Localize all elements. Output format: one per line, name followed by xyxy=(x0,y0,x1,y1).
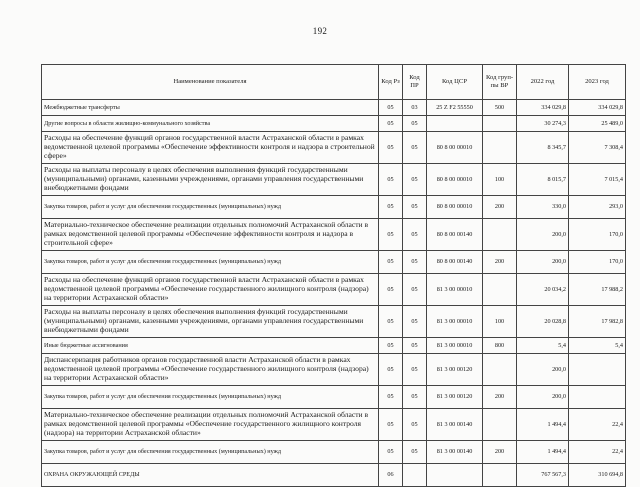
row-vr xyxy=(483,116,517,132)
table-row xyxy=(42,306,626,338)
row-vr xyxy=(483,274,517,306)
row-rz: 05 xyxy=(379,338,403,354)
row-vr: 200 xyxy=(483,441,517,464)
row-2023: 7 308,4 xyxy=(569,132,626,164)
row-2023: 7 015,4 xyxy=(569,164,626,196)
row-2023: 310 694,8 xyxy=(569,464,626,487)
row-2022: 5,4 xyxy=(517,338,569,354)
row-vr xyxy=(483,132,517,164)
row-csr: 81 3 00 00120 xyxy=(427,386,483,409)
row-csr: 81 3 00 00140 xyxy=(427,409,483,441)
row-pr: 03 xyxy=(403,100,427,116)
row-name: Расходы на обеспечение функций органов государственной власти Астраханской области в рамках ведомственной целевой программы «Обеспечение государственного жилищного контроля (надзора) на территории Астраханской области» xyxy=(42,274,379,306)
row-2022: 20 028,8 xyxy=(517,306,569,338)
row-name: Другие вопросы в области жилищно-коммунального хозяйства xyxy=(42,116,379,132)
row-name: Закупка товаров, работ и услуг для обеспечения государственных (муниципальных) нужд xyxy=(42,251,379,274)
row-2022: 200,0 xyxy=(517,386,569,409)
row-csr: 80 8 00 00140 xyxy=(427,251,483,274)
row-rz: 06 xyxy=(379,464,403,487)
row-vr: 800 xyxy=(483,338,517,354)
row-rz: 05 xyxy=(379,409,403,441)
row-2023: 334 029,8 xyxy=(569,100,626,116)
row-2023: 17 982,8 xyxy=(569,306,626,338)
row-rz: 05 xyxy=(379,386,403,409)
table-row xyxy=(42,354,626,386)
row-csr: 81 3 00 00010 xyxy=(427,306,483,338)
row-csr: 80 8 00 00010 xyxy=(427,132,483,164)
row-2023: 170,0 xyxy=(569,219,626,251)
table-row xyxy=(42,338,626,354)
table-row xyxy=(42,441,626,464)
table-row xyxy=(42,100,626,116)
row-2022: 1 494,4 xyxy=(517,409,569,441)
row-vr xyxy=(483,409,517,441)
table-row xyxy=(42,386,626,409)
row-name: Закупка товаров, работ и услуг для обеспечения государственных (муниципальных) нужд xyxy=(42,196,379,219)
row-2022: 767 567,3 xyxy=(517,464,569,487)
row-2022: 200,0 xyxy=(517,354,569,386)
row-name: Закупка товаров, работ и услуг для обеспечения государственных (муниципальных) нужд xyxy=(42,441,379,464)
row-csr: 81 3 00 00140 xyxy=(427,441,483,464)
row-2022: 200,0 xyxy=(517,219,569,251)
row-2022: 8 015,7 xyxy=(517,164,569,196)
table-header xyxy=(42,65,626,100)
row-vr xyxy=(483,219,517,251)
row-vr xyxy=(483,464,517,487)
row-pr: 05 xyxy=(403,219,427,251)
row-csr: 80 8 00 00010 xyxy=(427,196,483,219)
row-csr: 81 3 00 00120 xyxy=(427,354,483,386)
row-csr xyxy=(427,464,483,487)
row-vr xyxy=(483,354,517,386)
row-csr: 25 Z F2 55550 xyxy=(427,100,483,116)
header-csr: Код ЦСР xyxy=(427,65,483,100)
row-pr: 05 xyxy=(403,132,427,164)
table-row xyxy=(42,409,626,441)
row-name: Межбюджетные трансферты xyxy=(42,100,379,116)
row-csr: 81 3 00 00010 xyxy=(427,274,483,306)
row-rz: 05 xyxy=(379,441,403,464)
row-vr: 100 xyxy=(483,164,517,196)
row-rz: 05 xyxy=(379,132,403,164)
row-2023: 22,4 xyxy=(569,441,626,464)
row-2022: 8 345,7 xyxy=(517,132,569,164)
row-2022: 30 274,3 xyxy=(517,116,569,132)
row-2022: 330,0 xyxy=(517,196,569,219)
row-2023 xyxy=(569,354,626,386)
table-row xyxy=(42,464,626,487)
row-name: Расходы на обеспечение функций органов государственной власти Астраханской области в рамках ведомственной целевой программы «Обеспечение эффективности контроля и надзора в строительной сфере» xyxy=(42,132,379,164)
row-vr: 200 xyxy=(483,251,517,274)
row-csr: 80 8 00 00010 xyxy=(427,164,483,196)
row-rz: 05 xyxy=(379,196,403,219)
budget-table xyxy=(41,64,626,487)
row-pr: 05 xyxy=(403,196,427,219)
row-pr: 05 xyxy=(403,274,427,306)
row-rz: 05 xyxy=(379,100,403,116)
row-2022: 334 029,8 xyxy=(517,100,569,116)
table-row xyxy=(42,274,626,306)
row-pr: 05 xyxy=(403,116,427,132)
row-pr: 05 xyxy=(403,251,427,274)
row-csr: 80 8 00 00140 xyxy=(427,219,483,251)
row-2023: 17 988,2 xyxy=(569,274,626,306)
header-2023: 2023 год xyxy=(569,65,626,100)
row-2023: 170,0 xyxy=(569,251,626,274)
row-name: ОХРАНА ОКРУЖАЮЩЕЙ СРЕДЫ xyxy=(42,464,379,487)
row-2023 xyxy=(569,386,626,409)
row-rz: 05 xyxy=(379,219,403,251)
row-2023: 22,4 xyxy=(569,409,626,441)
row-name: Диспансеризация работников органов государственной власти Астраханской области в рамках ведомственной целевой программы «Обеспечение государственного жилищного контроля (надзора) на территории Астраханской области» xyxy=(42,354,379,386)
row-pr: 05 xyxy=(403,164,427,196)
row-csr xyxy=(427,116,483,132)
row-csr: 81 3 00 00010 xyxy=(427,338,483,354)
row-2022: 200,0 xyxy=(517,251,569,274)
row-rz: 05 xyxy=(379,306,403,338)
row-pr xyxy=(403,464,427,487)
row-vr: 200 xyxy=(483,196,517,219)
row-name: Материально-техническое обеспечение реализации отдельных полномочий Астраханской области в рамках ведомственной целевой программы «Обеспечение государственного жилищного контроля (надзора) на территории Астраханской области» xyxy=(42,409,379,441)
table-row xyxy=(42,132,626,164)
row-rz: 05 xyxy=(379,164,403,196)
table-row xyxy=(42,196,626,219)
row-rz: 05 xyxy=(379,116,403,132)
row-rz: 05 xyxy=(379,274,403,306)
row-name: Закупка товаров, работ и услуг для обеспечения государственных (муниципальных) нужд xyxy=(42,386,379,409)
header-rz: Код Рз xyxy=(379,65,403,100)
row-pr: 05 xyxy=(403,354,427,386)
table-row xyxy=(42,116,626,132)
row-2022: 1 494,4 xyxy=(517,441,569,464)
row-vr: 500 xyxy=(483,100,517,116)
page-number: 192 xyxy=(312,26,328,36)
row-name: Расходы на выплаты персоналу в целях обеспечения выполнения функций государственными (муниципальными) органами, казенными учреждениями, органами управления государственными внебюджетными фондами xyxy=(42,164,379,196)
row-vr: 200 xyxy=(483,386,517,409)
row-pr: 05 xyxy=(403,441,427,464)
table-row xyxy=(42,219,626,251)
table-row xyxy=(42,164,626,196)
row-name: Расходы на выплаты персоналу в целях обеспечения выполнения функций государственными (муниципальными) органами, казенными учреждениями, органами управления государственными внебюджетными фондами xyxy=(42,306,379,338)
header-pr: Код ПР xyxy=(403,65,427,100)
header-name: Наименование показателя xyxy=(42,65,379,100)
row-name: Иные бюджетные ассигнования xyxy=(42,338,379,354)
header-vr: Код груп-пы ВР xyxy=(483,65,517,100)
row-2023: 293,0 xyxy=(569,196,626,219)
header-2022: 2022 год xyxy=(517,65,569,100)
row-pr: 05 xyxy=(403,338,427,354)
row-2022: 20 034,2 xyxy=(517,274,569,306)
row-rz: 05 xyxy=(379,251,403,274)
row-vr: 100 xyxy=(483,306,517,338)
row-pr: 05 xyxy=(403,386,427,409)
row-name: Материально-техническое обеспечение реализации отдельных полномочий Астраханской области в рамках ведомственной целевой программы «Обеспечение эффективности контроля и надзора в строительной сфере» xyxy=(42,219,379,251)
row-pr: 05 xyxy=(403,409,427,441)
row-rz: 05 xyxy=(379,354,403,386)
row-2023: 5,4 xyxy=(569,338,626,354)
row-pr: 05 xyxy=(403,306,427,338)
row-2023: 25 489,0 xyxy=(569,116,626,132)
table-row xyxy=(42,251,626,274)
